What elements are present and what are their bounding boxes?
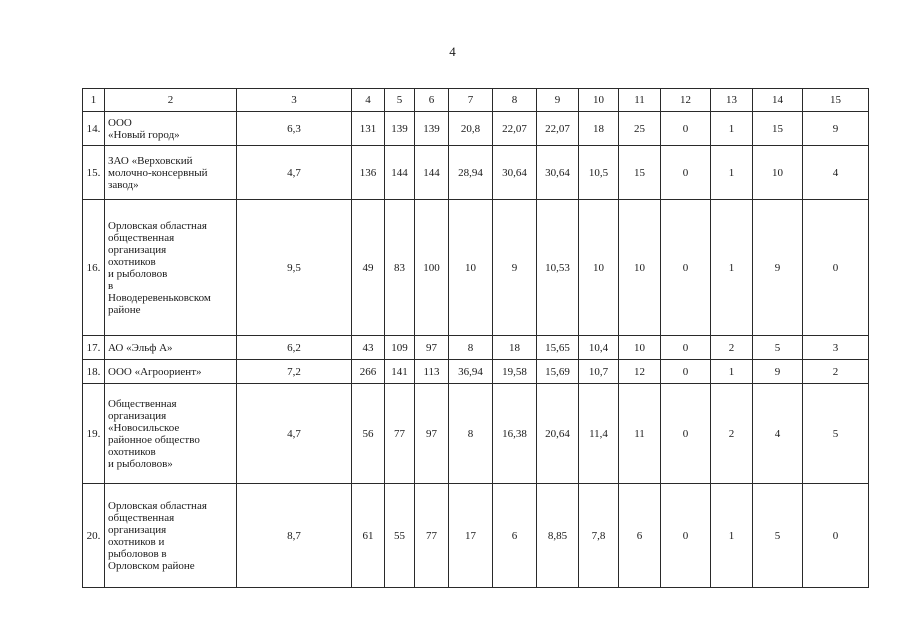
organization-name-line: и рыболовов [108, 267, 168, 280]
value-cell: 8,7 [237, 484, 352, 588]
header-cell: 14 [753, 89, 803, 112]
organization-name-line: завод» [108, 178, 139, 191]
value-cell: 18 [579, 112, 619, 146]
value-cell: 83 [385, 200, 415, 336]
organization-name-line: ЗАО «Верховский [108, 154, 193, 167]
value-cell: 22,07 [493, 112, 537, 146]
value-cell: 22,07 [537, 112, 579, 146]
organization-name-line: АО «Эльф А» [108, 341, 173, 354]
table-row [83, 360, 869, 384]
value-cell: 0 [803, 200, 869, 336]
value-cell: 141 [385, 360, 415, 384]
value-cell: 97 [415, 336, 449, 360]
value-cell: 1 [711, 484, 753, 588]
data-table [82, 88, 869, 588]
value-cell: 10,7 [579, 360, 619, 384]
value-cell: 113 [415, 360, 449, 384]
value-cell: 2 [711, 384, 753, 484]
value-cell: 0 [661, 112, 711, 146]
value-cell: 1 [711, 200, 753, 336]
value-cell: 43 [352, 336, 385, 360]
organization-name-line: охотников [108, 255, 156, 268]
value-cell: 18 [493, 336, 537, 360]
value-cell: 77 [385, 384, 415, 484]
organization-name [105, 484, 237, 588]
value-cell: 9 [753, 200, 803, 336]
value-cell: 9,5 [237, 200, 352, 336]
value-cell: 0 [661, 146, 711, 200]
header-cell: 7 [449, 89, 493, 112]
value-cell: 139 [415, 112, 449, 146]
organization-name-line: организация [108, 243, 167, 256]
organization-name-line: рыболовов в [108, 547, 167, 560]
table-row [83, 384, 869, 484]
row-number: 18. [83, 360, 105, 384]
value-cell: 10 [619, 336, 661, 360]
row-number: 16. [83, 200, 105, 336]
organization-name-line: Орловская областная [108, 499, 207, 512]
value-cell: 4,7 [237, 146, 352, 200]
value-cell: 0 [661, 484, 711, 588]
value-cell: 12 [619, 360, 661, 384]
value-cell: 144 [415, 146, 449, 200]
value-cell: 16,38 [493, 384, 537, 484]
value-cell: 28,94 [449, 146, 493, 200]
value-cell: 17 [449, 484, 493, 588]
row-number: 14. [83, 112, 105, 146]
value-cell: 15,69 [537, 360, 579, 384]
organization-name-line: Общественная [108, 397, 177, 410]
value-cell: 4,7 [237, 384, 352, 484]
value-cell: 20,8 [449, 112, 493, 146]
organization-name [105, 146, 237, 200]
value-cell: 15 [619, 146, 661, 200]
table-row [83, 484, 869, 588]
header-cell: 11 [619, 89, 661, 112]
organization-name-line: «Новосильское [108, 421, 180, 434]
value-cell: 30,64 [493, 146, 537, 200]
value-cell: 131 [352, 112, 385, 146]
value-cell: 7,8 [579, 484, 619, 588]
value-cell: 20,64 [537, 384, 579, 484]
organization-name [105, 200, 237, 336]
value-cell: 144 [385, 146, 415, 200]
value-cell: 19,58 [493, 360, 537, 384]
header-row [83, 89, 869, 112]
value-cell: 0 [803, 484, 869, 588]
value-cell: 0 [661, 384, 711, 484]
value-cell: 15,65 [537, 336, 579, 360]
table-row [83, 112, 869, 146]
value-cell: 1 [711, 112, 753, 146]
organization-name [105, 384, 237, 484]
value-cell: 0 [661, 200, 711, 336]
value-cell: 9 [493, 200, 537, 336]
organization-name-line: районное общество [108, 433, 200, 446]
value-cell: 109 [385, 336, 415, 360]
header-cell: 4 [352, 89, 385, 112]
value-cell: 49 [352, 200, 385, 336]
page-number: 4 [449, 44, 456, 59]
value-cell: 61 [352, 484, 385, 588]
value-cell: 8,85 [537, 484, 579, 588]
organization-name-line: в [108, 279, 114, 292]
organization-name-line: общественная [108, 231, 175, 244]
header-cell: 5 [385, 89, 415, 112]
value-cell: 0 [661, 360, 711, 384]
organization-name [105, 360, 237, 384]
value-cell: 0 [661, 336, 711, 360]
value-cell: 6 [619, 484, 661, 588]
organization-name-line: ООО «Агроориент» [108, 365, 202, 378]
value-cell: 139 [385, 112, 415, 146]
organization-name [105, 336, 237, 360]
header-cell: 3 [237, 89, 352, 112]
row-number: 20. [83, 484, 105, 588]
value-cell: 55 [385, 484, 415, 588]
organization-name-line: молочно-консервный [108, 166, 208, 179]
value-cell: 6 [493, 484, 537, 588]
table-row [83, 336, 869, 360]
header-cell: 2 [105, 89, 237, 112]
row-number: 19. [83, 384, 105, 484]
organization-name-line: ООО [108, 116, 132, 129]
header-cell: 8 [493, 89, 537, 112]
organization-name-line: Орловская областная [108, 219, 207, 232]
value-cell: 10,53 [537, 200, 579, 336]
value-cell: 8 [449, 384, 493, 484]
value-cell: 25 [619, 112, 661, 146]
organization-name-line: Новодеревеньковском [108, 291, 211, 304]
value-cell: 100 [415, 200, 449, 336]
value-cell: 6,3 [237, 112, 352, 146]
header-cell: 6 [415, 89, 449, 112]
value-cell: 56 [352, 384, 385, 484]
value-cell: 10,4 [579, 336, 619, 360]
organization-name-line: охотников и [108, 535, 165, 548]
organization-name-line: «Новый город» [108, 128, 180, 141]
value-cell: 7,2 [237, 360, 352, 384]
value-cell: 5 [803, 384, 869, 484]
value-cell: 5 [753, 336, 803, 360]
organization-name-line: организация [108, 523, 167, 536]
value-cell: 266 [352, 360, 385, 384]
value-cell: 11 [619, 384, 661, 484]
header-cell: 10 [579, 89, 619, 112]
value-cell: 30,64 [537, 146, 579, 200]
value-cell: 3 [803, 336, 869, 360]
organization-name-line: и рыболовов» [108, 457, 173, 470]
value-cell: 1 [711, 146, 753, 200]
value-cell: 15 [753, 112, 803, 146]
organization-name-line: общественная [108, 511, 175, 524]
organization-name-line: районе [108, 303, 141, 316]
value-cell: 10 [753, 146, 803, 200]
row-number: 15. [83, 146, 105, 200]
organization-name-line: организация [108, 409, 167, 422]
value-cell: 10 [619, 200, 661, 336]
header-cell: 13 [711, 89, 753, 112]
row-number: 17. [83, 336, 105, 360]
value-cell: 97 [415, 384, 449, 484]
value-cell: 6,2 [237, 336, 352, 360]
organization-name [105, 112, 237, 146]
value-cell: 10 [449, 200, 493, 336]
value-cell: 9 [753, 360, 803, 384]
value-cell: 5 [753, 484, 803, 588]
value-cell: 2 [711, 336, 753, 360]
value-cell: 136 [352, 146, 385, 200]
value-cell: 11,4 [579, 384, 619, 484]
table-row [83, 146, 869, 200]
value-cell: 8 [449, 336, 493, 360]
value-cell: 36,94 [449, 360, 493, 384]
value-cell: 2 [803, 360, 869, 384]
organization-name-line: охотников [108, 445, 156, 458]
organization-name-line: Орловском районе [108, 559, 195, 572]
value-cell: 10 [579, 200, 619, 336]
value-cell: 4 [803, 146, 869, 200]
value-cell: 9 [803, 112, 869, 146]
header-cell: 9 [537, 89, 579, 112]
value-cell: 1 [711, 360, 753, 384]
value-cell: 10,5 [579, 146, 619, 200]
header-cell: 12 [661, 89, 711, 112]
header-cell: 15 [803, 89, 869, 112]
table-row [83, 200, 869, 336]
header-cell: 1 [83, 89, 105, 112]
value-cell: 4 [753, 384, 803, 484]
value-cell: 77 [415, 484, 449, 588]
